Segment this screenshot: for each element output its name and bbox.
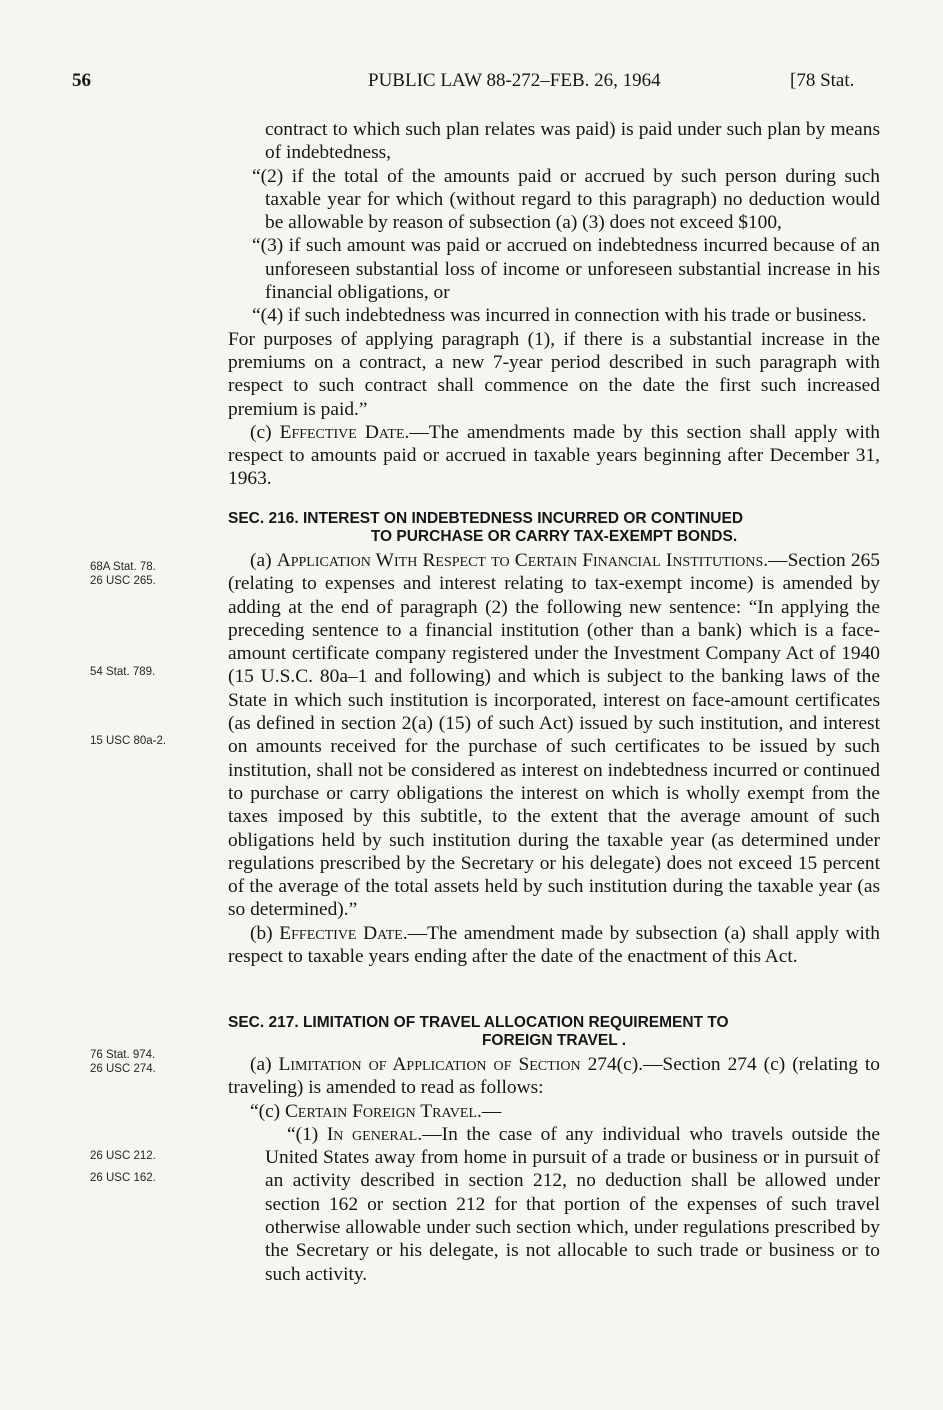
section-216 [228,502,880,968]
subsection-caption: Certain Foreign Travel. [284,1100,482,1122]
section-heading-line: SEC. 217. LIMITATION OF TRAVEL ALLOCATION REQUIREMENT TO [228,1014,729,1031]
paragraph-text: —In the case of any individual who travels outside the United States away from home in pursuit of a trade or business or in pursuit of an activity described in section 212, no deduction shall be allowed under section 162 or section 212 for that portion of the expenses of such travel otherwise allowable under such section which, under regulations prescribed by the Secretary or his delegate, is not allocable to such trade or business or to such activity. [265,1123,880,1285]
paragraph-4: “(4) if such indebtedness was incurred in connection with his trade or business. [252,305,867,327]
margin-note [90,666,155,680]
margin-note [90,1049,156,1076]
margin-note [90,1150,156,1164]
margin-note [90,1172,156,1186]
section-217 [228,1006,880,1286]
purposes-paragraph: For purposes of applying paragraph (1), if there is a substantial increase in the premiums on a contract, a new 7-year period described in such paragraph with respect to such contract shall commence on the date the first such increased premium is paid.” [228,328,880,420]
paragraph-caption: In general. [326,1123,423,1145]
section-heading-continuation: TO PURCHASE OR CARRY TAX-EXEMPT BONDS. [370,528,738,545]
margin-note-line: 54 Stat. 789. [90,666,156,678]
paragraph-217-c-1 [228,1123,880,1286]
subsection-217-a [228,1053,880,1100]
paragraph-lead: “(1) [287,1123,327,1145]
subsection-216-b [228,922,880,969]
effective-date-215 [228,421,880,491]
subsection-217-c [228,1100,880,1123]
page-number: 56 [72,70,91,91]
subsection-lead: (b) [250,922,280,944]
section-217-heading [228,1014,880,1050]
subsection-lead: (a) [250,550,277,571]
subsection-lead: (c) [250,421,280,443]
subsection-caption: Effective Date. [279,922,408,944]
section-heading-continuation: FOREIGN TRAVEL . [481,1032,627,1049]
stat-volume: [78 Stat. [790,70,855,91]
margin-note-line: 68A Stat. 78. [90,561,156,573]
margin-note-line: 26 USC 274. [90,1062,156,1075]
subsection-216-a [228,549,880,922]
margin-note-line: 26 USC 212. [90,1150,156,1162]
subsection-text: —The amendment made by subsection (a) shall apply with respect to taxable years ending after the date of the enactment of this Act. [228,922,880,968]
margin-note-line: 15 USC 80a-2. [90,735,167,747]
margin-note-line: 26 USC 265. [90,574,156,587]
section-heading-line: SEC. 216. INTEREST ON INDEBTEDNESS INCURRED OR CONTINUED [228,510,744,527]
margin-note-line: 76 Stat. 974. [90,1049,156,1061]
paragraph-continuation: contract to which such plan relates was paid) is paid under such plan by means of indebtedness, [265,119,880,164]
subsection-caption: Application With Respect to Certain Financial Institutions. [276,550,769,571]
subsection-text: — [481,1100,502,1122]
subsection-text: 274(c).—Section 274 (c) (relating to traveling) is amended to read as follows: [228,1054,880,1099]
paragraph-3: “(3) if such amount was paid or accrued on indebtedness incurred because of an unforeseen substantial loss of income or unforeseen substantial increase in his financial obligations, or [252,235,880,304]
subsection-caption: Limitation of Application of Section [278,1054,581,1075]
subsection-lead: (a) [250,1054,279,1075]
margin-note [90,561,156,588]
running-title: PUBLIC LAW 88-272–FEB. 26, 1964 [368,70,661,91]
margin-note [90,735,166,749]
subsection-lead: “(c) [250,1100,285,1122]
subsection-caption: Effective Date. [279,421,410,443]
paragraph-2: “(2) if the total of the amounts paid or accrued by such person during such taxable year for which (without regard to this paragraph) no deduction would be allowable by reason of subsection (a) (3) does not exceed $100, [252,165,880,234]
margin-note-line: 26 USC 162. [90,1172,156,1184]
section-216-heading [228,510,880,546]
section-215-continuation [228,118,880,491]
subsection-text: —The amendments made by this section shall apply with respect to amounts paid or accrued in taxable years beginning after December 31, 1963. [228,421,880,490]
subsection-text: —Section 265 (relating to expenses and interest relating to tax-exempt income) is amended by adding at the end of paragraph (2) the following new sentence: “In applying the preceding sentence to a financial institution (other than a bank) which is a face-amount certificate company registered under the Investment Company Act of 1940 (15 U.S.C. 80a–1 and following) and which is subject to the banking laws of the State in which such institution is incorporated, interest on face-amount certificates (as defined in section 2(a) (15) of such Act) issued by such institution, and interest on amounts received for the purchase of such certificates to be issued by such institution, shall not be considered as interest on indebtedness incurred or continued to purchase or carry obligations the interest on which is wholly exempt from the taxes imposed by this subtitle, to the extent that the average amount of such obligations held by such institution during the taxable year (as determined under regulations prescribed by the Secretary or his delegate) does not exceed 15 percent of the average of the total assets held by such institution during the taxable year (as so determined).” [228,550,880,921]
